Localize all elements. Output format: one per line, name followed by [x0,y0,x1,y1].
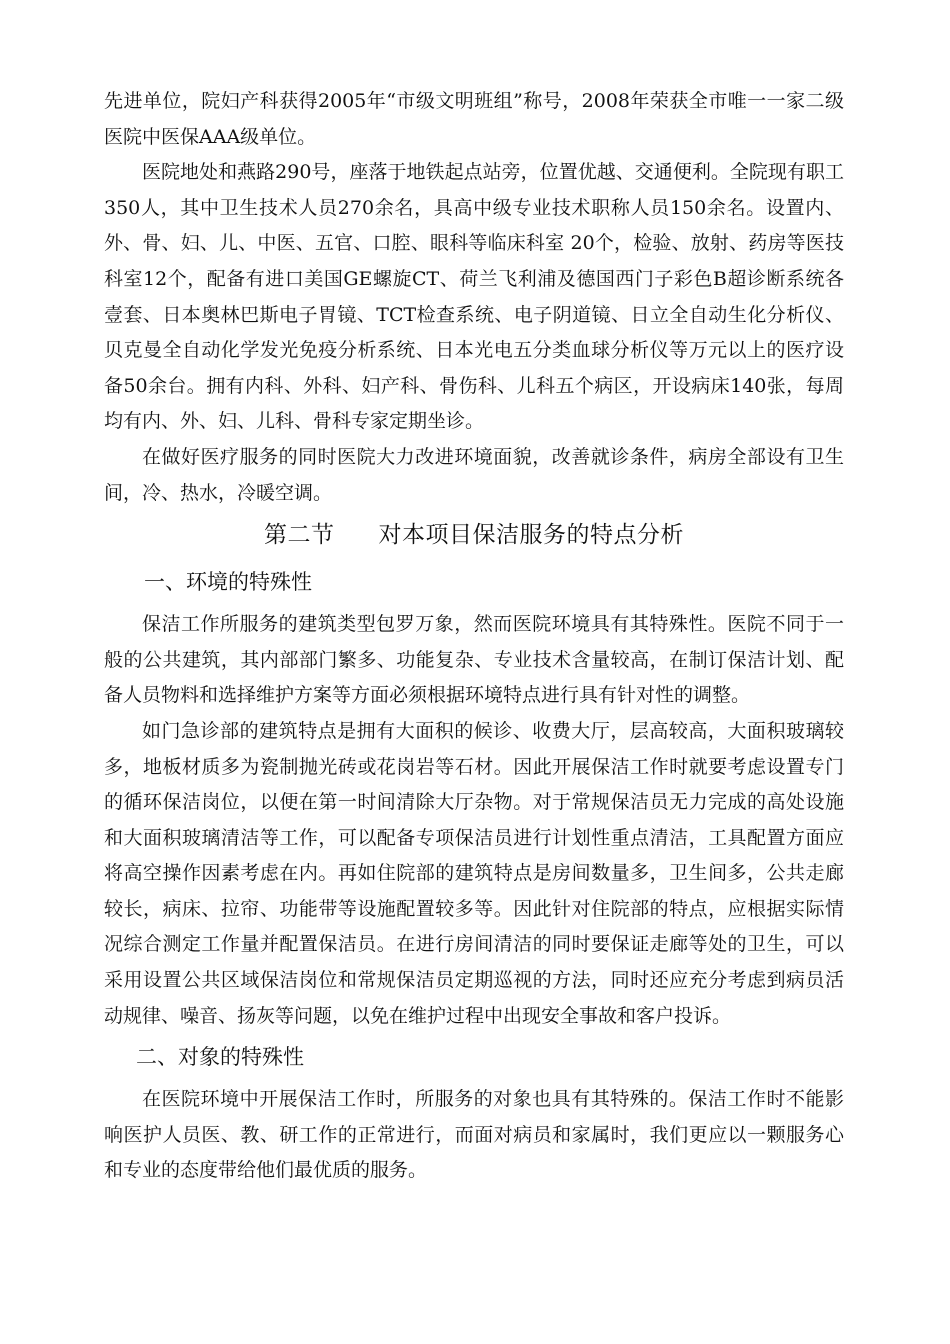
paragraph-object-special: 在医院环境中开展保洁工作时，所服务的对象也具有其特殊的。保洁工作时不能影响医护人员医、教、研工作的正常进行，而面对病员和家属时，我们更应以一颗服务心和专业的态度带给他们最优质的服务。 [104,1088,844,1182]
paragraph-hospital-overview: 医院地处和燕路290号，座落于地铁起点站旁，位置优越、交通便利。全院现有职工350人，其中卫生技术人员270余名，具高中级专业技术职称人员150余名。设置内、外、骨、妇、儿、中医、五官、口腔、眼科等临床科室 20个，检验、放射、药房等医技科室12个，配备有进口美国GE螺旋CT、荷兰飞利浦及德国西门子彩色B超诊断系统各壹套、日本奥林巴斯电子胃镜、TCT检查系统、电子阴道镜、日立全自动生化分析仪、贝克曼全自动化学发光免疫分析系统、日本光电五分类血球分析仪等万元以上的医疗设备50余台。拥有内科、外科、妇产科、骨伤科、儿科五个病区，开设病床140张，每周均有内、外、妇、儿科、骨科专家定期坐诊。 [104,161,844,433]
subheading-object: 二、对象的特殊性 [136,1045,304,1070]
paragraph-environment-special: 保洁工作所服务的建筑类型包罗万象，然而医院环境具有其特殊性。医院不同于一般的公共建筑，其内部部门繁多、功能复杂、专业技术含量较高，在制订保洁计划、配备人员物料和选择维护方案等方面必须根据环境特点进行具有针对性的调整。 [104,613,844,707]
subheading-environment: 一、环境的特殊性 [144,570,312,595]
paragraph-environment-improvement: 在做好医疗服务的同时医院大力改进环境面貌，改善就诊条件，病房全部设有卫生间，冷、热水，冷暖空调。 [104,445,844,504]
paragraph-building-examples: 如门急诊部的建筑特点是拥有大面积的候诊、收费大厅，层高较高，大面积玻璃较多，地板材质多为瓷制抛光砖或花岗岩等石材。因此开展保洁工作时就要考虑设置专门的循环保洁岗位，以便在第一时间清除大厅杂物。对于常规保洁员无力完成的高处设施和大面积玻璃清洁等工作，可以配备专项保洁员进行计划性重点清洁，工具配置方面应将高空操作因素考虑在内。再如住院部的建筑特点是房间数量多，卫生间多，公共走廊较长，病床、拉帘、功能带等设施配置较多等。因此针对住院部的特点，应根据实际情况综合测定工作量并配置保洁员。在进行房间清洁的同时要保证走廊等处的卫生，可以采用设置公共区域保洁岗位和常规保洁员定期巡视的方法，同时还应充分考虑到病员活动规律、噪音、扬灰等问题，以免在维护过程中出现安全事故和客户投诉。 [104,719,844,1027]
paragraph-continuation: 先进单位，院妇产科获得2005年“市级文明班组”称号，2008年荣获全市唯一一家二级医院中医保AAA级单位。 [104,90,844,148]
document-page [104,84,844,1189]
section-heading [104,515,844,555]
section-number: 第二节 [264,522,335,549]
section-title: 对本项目保洁服务的特点分析 [378,522,684,549]
